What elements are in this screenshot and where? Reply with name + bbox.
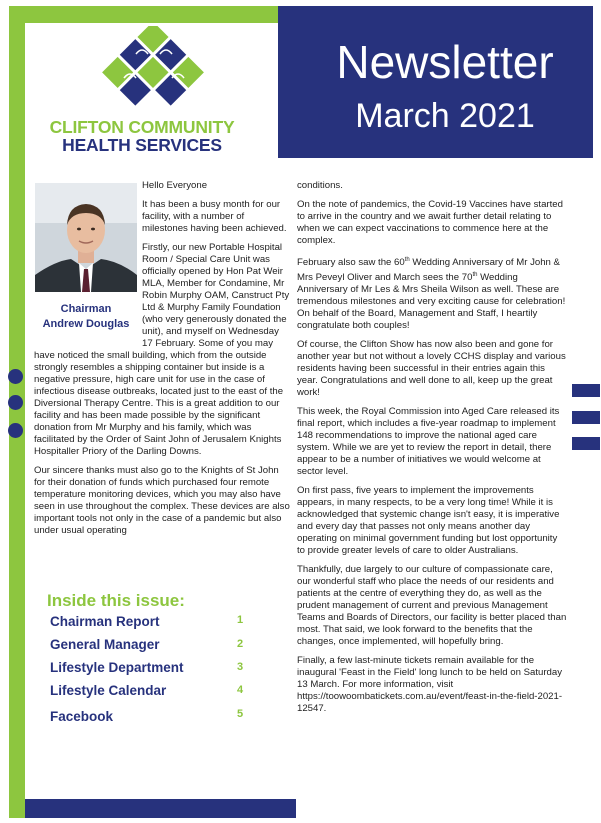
toc-item-facebook[interactable]: Facebook	[50, 709, 114, 724]
toc-page-number: 1	[237, 614, 244, 626]
letter-paragraph-r4: This week, the Royal Commission into Aged Care released its final report, which includes a five-year roadmap to implement 148 recommendations to improve the national aged care system. While we are yet to review the report in detail, there appear to be a number of initiatives we would welcome at sector level.	[297, 406, 560, 478]
newsletter-title: Newsletter	[336, 36, 554, 88]
green-left-border	[9, 6, 25, 818]
newsletter-date: March 2021	[355, 97, 535, 135]
toc-item-chairman-report[interactable]: Chairman Report	[50, 614, 160, 629]
letter-paragraph-r1: On the note of pandemics, the Covid-19 Vaccines have started to arrive in the country and we await further detail relating to when we can expect vaccinations to commence here at the complex.	[297, 199, 563, 246]
toc-page-number: 4	[237, 684, 244, 696]
toc-item-lifestyle-calendar[interactable]: Lifestyle Calendar	[50, 683, 167, 698]
inside-issue-title: Inside this issue:	[47, 591, 185, 610]
letter-paragraph-2: Firstly, our new Portable Hospital Room / Special Care Unit was officially opened by Hon Pat Weir MLA, Member for Condamine, Mr Robin Murphy OAM, Canstruct Pty Ltd & Murphy Family Foundation (who very generously donated the unit), and myself on Wednesday 17 February. Some of you may have noticed the small building, which from the outside strongly resembles a shipping container but inside is a negative pressure, high care unit for use in the case of infectious disease outbreaks, located just to the east of the Diversional Therapy Centre. This is a great addition to our facility and has been made possible by the significant donation from Mr Murphy and his family, which was facilitated by the Order of Saint John of Jerusalem Knights Hospitaller Priory of the Darling Downs.	[34, 242, 290, 457]
chairman-role: Chairman	[60, 303, 112, 315]
letter-paragraph-1: It has been a busy month for our facility, with a number of milestones having been achieved.	[142, 199, 287, 234]
toc-page-number: 2	[237, 638, 244, 650]
decorative-dot	[8, 423, 23, 438]
letter-greeting: Hello Everyone	[142, 180, 208, 191]
chairman-letter-left-column	[34, 180, 290, 544]
organization-name-line2: HEALTH SERVICES	[62, 135, 222, 155]
decorative-bar	[572, 384, 600, 397]
green-top-border	[9, 6, 299, 23]
organization-logo-icon	[98, 26, 208, 116]
letter-paragraph-r0: conditions.	[297, 180, 343, 191]
toc-page-number: 5	[237, 708, 244, 720]
toc-item-general-manager[interactable]: General Manager	[50, 637, 160, 652]
decorative-dot	[8, 395, 23, 410]
toc-page-number: 3	[237, 661, 244, 673]
letter-paragraph-r2: February also saw the 60th Wedding Anniversary of Mr John & Mrs Peveyl Oliver and March sees the 70th Wedding Anniversary of Mr Les & Mrs Sheila Wilson as well. These are tremendous milestones and very exciting cause for celebration! On behalf of the Board, Management and Staff, I heartily congratulate both couples!	[297, 257, 566, 332]
navy-bottom-bar	[25, 799, 296, 818]
decorative-bar	[572, 411, 600, 424]
chairman-letter-right-column	[297, 180, 567, 722]
letter-paragraph-r7: Finally, a few last-minute tickets remain available for the inaugural 'Feast in the Field' long lunch to be held on Saturday 13 March. For more information, visit https://toowoombatickets.com.au/event/feast-in-the-field-2021-12547.	[297, 655, 563, 715]
letter-paragraph-r5: On first pass, five years to implement the improvements appears, in many respects, to be a very long time! While it is acknowledged that systemic change isn't easy, it is imperative and every day that passes not only means another day operating on minimal government funding but lost opportunity to provide greater levels of care to older Australians.	[297, 485, 560, 557]
letter-paragraph-r3: Of course, the Clifton Show has now also been and gone for another year but not without a lovely CCHS display and various residents having been successful in their entries again this year. Congratulations and well done to all, keep up the great work!	[297, 339, 566, 399]
organization-name-line1: CLIFTON COMMUNITY	[49, 117, 235, 137]
decorative-dot	[8, 369, 23, 384]
decorative-bar	[572, 437, 600, 450]
letter-paragraph-r6: Thankfully, due largely to our culture of compassionate care, our wonderful staff who place the needs of our residents and patients at the centre of everything they do, as well as the prudent management of current and previous Management Teams and Boards of Directors, our facility is better placed than most. That said, we look forward to the benefits that the changes, once implemented, will hopefully bring.	[297, 564, 567, 648]
letter-paragraph-3: Our sincere thanks must also go to the Knights of St John for their donation of funds which purchased four remote temperature monitoring devices, which you may also have seen in use throughout the complex. These devices are also important tools not only in the case of a pandemic but also under usual operating	[34, 465, 290, 536]
chairman-name: Andrew Douglas	[42, 318, 130, 330]
toc-item-lifestyle-department[interactable]: Lifestyle Department	[50, 660, 184, 675]
